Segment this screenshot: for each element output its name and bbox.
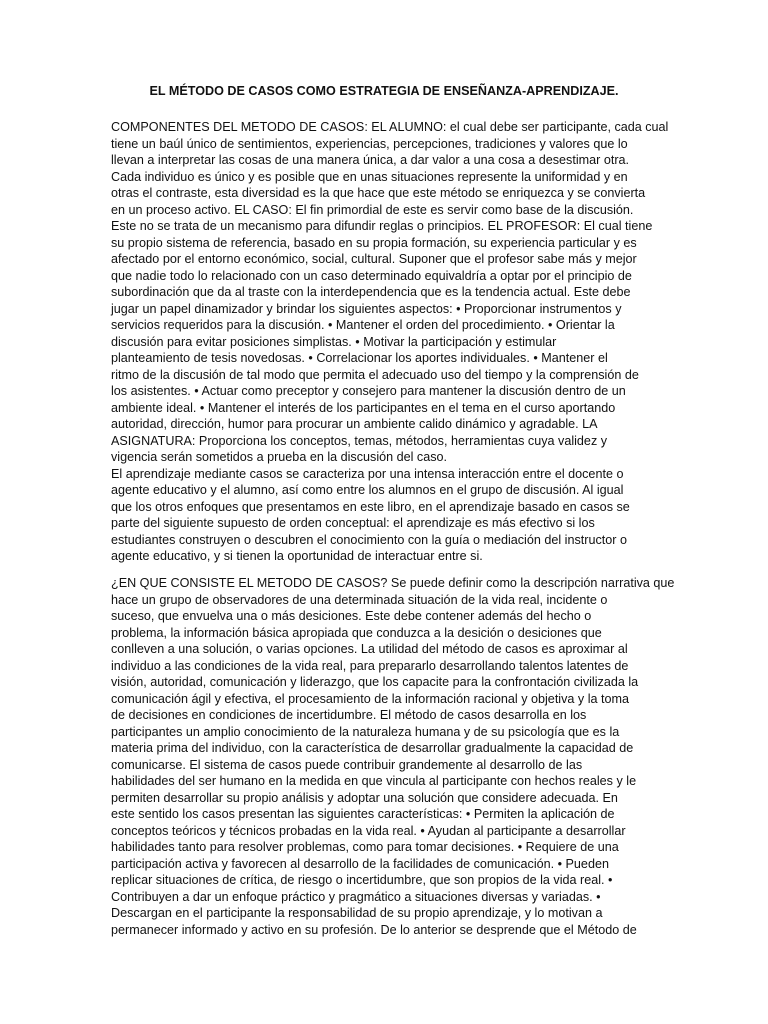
text-line: participación activa y favorecen al desarrollo de la facilidades de comunicación. • Pueden [111,856,609,871]
text-line: en un proceso activo. EL CASO: El fin primordial de este es servir como base de la discusión. [111,202,634,217]
text-line: que nadie todo lo relacionado con un caso determinado equivaldría a optar por el principio de [111,268,632,283]
text-line: este sentido los casos presentan las siguientes características: • Permiten la aplicación de [111,807,615,821]
text-line: autoridad, dirección, humor para procurar un ambiente calido dinámico y agradable. LA [111,417,598,431]
text-line: Este no se trata de un mecanismo para difundir reglas o principios. EL PROFESOR: El cual tiene [111,219,653,233]
text-line: su propio sistema de referencia, basado en su propia formación, su experiencia particular y es [111,235,637,250]
text-line: agente educativo, y si tienen la oportunidad de interactuar entre si. [111,549,483,563]
text-line: ambiente ideal. • Mantener el interés de los participantes en el tema en el curso aportando [111,400,616,415]
text-line: agente educativo y el alumno, así como entre los alumnos en el grupo de discusión. Al igual [111,483,624,497]
text-line: jugar un papel dinamizador y brindar los siguientes aspectos: • Proporcionar instrumentos y [111,301,622,316]
text-line: planteamiento de tesis novedosas. • Correlacionar los aportes individuales. • Mantener el [111,351,608,365]
text-line: de decisiones en condiciones de incertidumbre. El método de casos desarrolla en los [111,708,587,722]
text-line: habilidades tanto para resolver problemas, como para tomar decisiones. • Requiere de una [111,840,619,854]
text-line: llevan a interpretar las cosas de una manera única, a dar valor a una cosa a desestimar otra. [111,153,630,167]
text-line: ASIGNATURA: Proporciona los conceptos, temas, métodos, herramientas cuya validez y [111,433,608,448]
text-line: comunicación ágil y efectiva, el procesamiento de la información racional y objetiva y la toma [111,691,630,706]
text-line: Descargan en el participante la responsabilidad de su propio aprendizaje, y lo motivan a [111,906,603,920]
text-line: otras el contraste, esta diversidad es la que hace que este método se enriquezca y se convierta [111,186,646,200]
text-line: estudiantes construyen o descubren el conocimiento con la guía o mediación del instructor o [111,532,627,547]
text-line: parte del siguiente supuesto de orden conceptual: el aprendizaje es más efectivo si los [111,516,595,530]
document-title: EL MÉTODO DE CASOS COMO ESTRATEGIA DE ENSEÑANZA-APRENDIZAJE. [149,84,619,98]
text-line: participantes un amplio conocimiento de la naturaleza humana y de su psicología que es la [111,724,620,739]
text-line: individuo a las condiciones de la vida real, para prepararlo desarrollando talentos latentes de [111,658,629,673]
text-line: materia prima del individuo, con la característica de desarrollar gradualmente la capacidad de [111,741,634,755]
text-line: permiten desarrollar su propio análisis y adoptar una solución que considere adecuada. En [111,790,618,805]
text-line: conlleven a una solución, o varias opciones. La utilidad del método de casos es aproximar al [111,642,628,656]
text-line: Contribuyen a dar un enfoque práctico y pragmático a situaciones diversas y variadas. • [111,889,601,904]
text-line: permanecer informado y activo en su profesión. De lo anterior se desprende que el Método de [111,922,637,937]
text-line: discusión para evitar posiciones simplistas. • Motivar la participación y estimular [111,334,557,349]
text-line: comunicarse. El sistema de casos puede contribuir grandemente al desarrollo de las [111,757,583,772]
text-line: hace un grupo de observadores de una determinada situación de la vida real, incidente o [111,592,608,607]
text-line: visión, autoridad, comunicación y liderazgo, que los capacite para la confrontación civilizada la [111,675,639,689]
text-line: servicios requeridos para la discusión. • Mantener el orden del procedimiento. • Orientar la [111,318,615,332]
text-line: Cada individuo es único y es posible que en unas situaciones represente la uniformidad y en [111,169,628,184]
text-line: los asistentes. • Actuar como preceptor y consejero para mantener la discusión dentro de un [111,384,626,398]
text-line: COMPONENTES DEL METODO DE CASOS: EL ALUMNO: el cual debe ser participante, cada cual [111,120,669,134]
text-line: tiene un baúl único de sentimientos, experiencias, percepciones, tradiciones y valores que lo [111,136,628,151]
text-line: subordinación que da al traste con la interdependencia que es la tendencia actual. Este debe [111,285,631,299]
paragraph-definition [111,575,675,938]
text-line: replicar situaciones de crítica, de riesgo o incertidumbre, que son propios de la vida real. • [111,873,613,887]
text-line: afectado por el entorno económico, social, cultural. Suponer que el profesor sabe más y mejor [111,252,637,266]
text-line: habilidades del ser humano en la medida en que vincula al participante con hechos reales y le [111,774,637,788]
text-line: vigencia serán sometidos a prueba en la discusión del caso. [111,450,448,464]
paragraph-components [111,119,671,565]
text-line: ¿EN QUE CONSISTE EL METODO DE CASOS? Se puede definir como la descripción narrativa que [111,576,675,590]
text-line: conceptos teóricos y técnicos probadas en la vida real. • Ayudan al participante a desarrollar [111,823,626,838]
text-line: problema, la información básica apropiada que conduzca a la desición o desiciones que [111,625,602,640]
text-line: ritmo de la discusión de tal modo que permita el adecuado uso del tiempo y la comprensión de [111,367,639,382]
text-line: El aprendizaje mediante casos se caracteriza por una intensa interacción entre el docente o [111,466,624,481]
text-line: suceso, que envuelva una o más desiciones. Este debe contener además del hecho o [111,609,592,623]
text-line: que los otros enfoques que presentamos en este libro, en el aprendizaje basado en casos se [111,499,630,514]
